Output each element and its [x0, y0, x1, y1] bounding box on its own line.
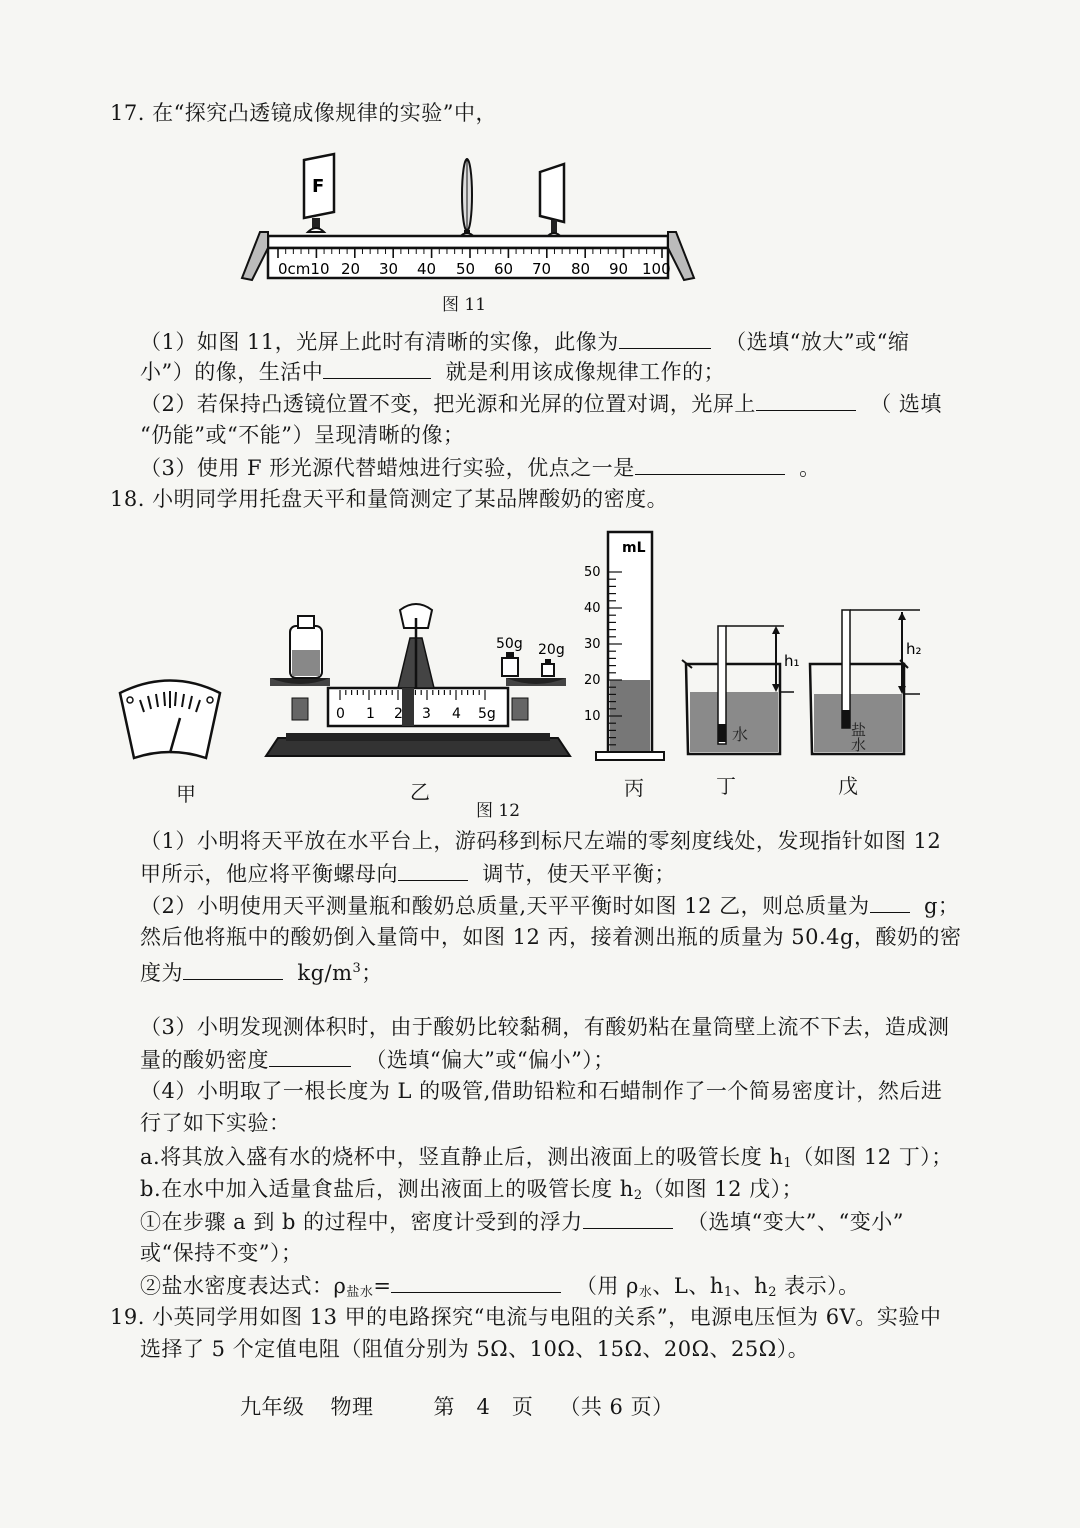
beam-tick-0: 0 [336, 706, 345, 722]
answer-blank-5[interactable] [398, 858, 468, 881]
q18-p4-line2: 行了如下实验： [140, 1111, 291, 1135]
q17-s3-line: （3）使用 F 形光源代替蜡烛进行实验，优点之一是 。 [140, 452, 821, 483]
graduated-cylinder-bing [584, 532, 664, 760]
footer-grade: 九年级 [240, 1395, 305, 1419]
scale-dial-jia [120, 681, 220, 759]
source-letter: F [312, 176, 325, 197]
label-ding: 丁 [716, 774, 736, 798]
figure-12 [110, 528, 940, 818]
cylinder-tick-20: 20 [584, 673, 601, 688]
q18-p4-line1: （4）小明取了一根长度为 L 的吸管,借助铅粒和石蜡制作了一个简易密度计，然后进 [140, 1079, 943, 1103]
light-screen [540, 164, 564, 222]
beam-tick-4: 4 [452, 706, 461, 722]
optical-bench-figure [238, 150, 700, 290]
answer-blank-1[interactable] [619, 326, 711, 349]
cylinder-tick-10: 10 [584, 709, 601, 724]
beam-tick-5: 5g [478, 706, 496, 722]
weight-50g: 50g [496, 636, 523, 652]
beam-tick-2: 2 [394, 706, 403, 722]
q17-s1-line1: （1）如图 11，光屏上此时有清晰的实像，此像为 （选填“放大”或“缩 [140, 326, 909, 357]
q18-p3-line2: 量的酸奶密度 （选填“偏大”或“偏小”）； [140, 1044, 615, 1075]
q18-step-b: b.在水中加入适量食盐后，测出液面上的吸管长度 $h_2$（如图 12 戊）； [140, 1177, 804, 1203]
label-bing: 丙 [624, 776, 644, 800]
ruler-tick-5: 60 [494, 260, 514, 278]
ruler-tick-1: 20 [341, 260, 361, 278]
ruler-tick-2: 30 [379, 260, 399, 278]
q18-p1-line1: （1）小明将天平放在水平台上，游码移到标尺左端的零刻度线处，发现指针如图 12 [140, 829, 942, 853]
bench-rail [268, 236, 668, 248]
ruler-tick-8: 90 [609, 260, 629, 278]
answer-blank-8[interactable] [269, 1044, 351, 1067]
q18-p1-line2: 甲所示，他应将平衡螺母向 调节，使天平平衡； [140, 858, 676, 889]
beam-tick-3: 3 [422, 706, 431, 722]
ruler-tick-9: 100 [642, 260, 671, 278]
footer-total: （共 6 页） [559, 1395, 674, 1419]
ruler-tick-7: 80 [571, 260, 591, 278]
answer-blank-3[interactable] [756, 388, 856, 411]
q18-title: 18. 小明同学用托盘天平和量筒测定了某品牌酸奶的密度。 [110, 487, 669, 511]
fig12-caption: 图 12 [476, 801, 521, 821]
answer-blank-6[interactable] [870, 890, 910, 913]
q18-step-a: a.将其放入盛有水的烧杯中，竖直静止后，测出液面上的吸管长度 $h_1$（如图 12 丁）； [140, 1145, 953, 1171]
cylinder-tick-50: 50 [584, 565, 601, 580]
ruler-tick-0: 0cm10 [278, 260, 330, 278]
ruler-tick-4: 50 [456, 260, 476, 278]
q18-p2-line1: （2）小明使用天平测量瓶和酸奶总质量,天平平衡时如图 12 乙，则总质量为 g； [140, 890, 959, 921]
answer-blank-7[interactable] [183, 957, 283, 980]
answer-blank-4[interactable] [635, 452, 785, 475]
label-jia: 甲 [176, 782, 196, 806]
q17-s2-line2: “仍能”或“不能”）呈现清晰的像； [140, 423, 465, 447]
fig11-caption: 图 11 [442, 295, 487, 315]
q19-line2: 选择了 5 个定值电阻（阻值分别为 5Ω、10Ω、15Ω、20Ω、25Ω）。 [140, 1337, 810, 1361]
beaker-ding-text: 水 [732, 725, 749, 744]
balance-yi [266, 604, 570, 756]
h1-label: h₁ [784, 652, 800, 670]
q18-c1-line1: ①在步骤 a 到 b 的过程中，密度计受到的浮力 （选填“变大”、“变小” [140, 1206, 904, 1237]
beam-tick-1: 1 [366, 706, 375, 722]
q17-title: 17. 在“探究凸透镜成像规律的实验”中， [110, 101, 498, 125]
q18-p3-line1: （3）小明发现测体积时，由于酸奶比较黏稠，有酸奶粘在量筒壁上流不下去，造成测 [140, 1015, 950, 1039]
label-wu: 戊 [838, 774, 858, 798]
beaker-wu-text: 盐水 [849, 722, 867, 752]
label-yi: 乙 [410, 780, 430, 804]
page-footer [240, 1392, 700, 1422]
answer-blank-10[interactable] [391, 1270, 561, 1293]
q18-c2-line: ②盐水密度表达式：$\rho_{盐水}=$ （用 $\rho_水$、L、$h_1$、$h_2$ 表示）。 [140, 1270, 860, 1308]
q19-line1: 19. 小英同学用如图 13 甲的电路探究“电流与电阻的关系”，电源电压恒为 6V。实验中 [110, 1305, 942, 1329]
ruler-tick-6: 70 [532, 260, 552, 278]
weight-20g: 20g [538, 642, 565, 658]
q18-p2-line2: 然后他将瓶中的酸奶倒入量筒中，如图 12 丙，接着测出瓶的质量为 50.4g，酸奶的密 [140, 925, 962, 949]
footer-subject: 物理 [330, 1395, 374, 1419]
ruler-tick-3: 40 [417, 260, 437, 278]
q18-c1-line2: 或“保持不变”）； [140, 1241, 303, 1265]
q18-p2-line3: 度为 $kg/m^3$； [140, 954, 383, 988]
h2-label: h₂ [906, 640, 922, 658]
q17-s2-line1: （2）若保持凸透镜位置不变，把光源和光屏的位置对调，光屏上 （ 选填 [140, 388, 942, 419]
cylinder-unit: mL [622, 540, 646, 556]
beaker-ding [682, 626, 800, 754]
q17-s1-line2: 小”）的像，生活中 就是利用该成像规律工作的； [140, 356, 725, 387]
footer-page: 第 4 页 [433, 1395, 534, 1419]
cylinder-tick-30: 30 [584, 637, 601, 652]
beaker-wu [810, 610, 922, 754]
cylinder-tick-40: 40 [584, 601, 601, 616]
answer-blank-2[interactable] [323, 356, 431, 379]
answer-blank-9[interactable] [583, 1206, 673, 1229]
